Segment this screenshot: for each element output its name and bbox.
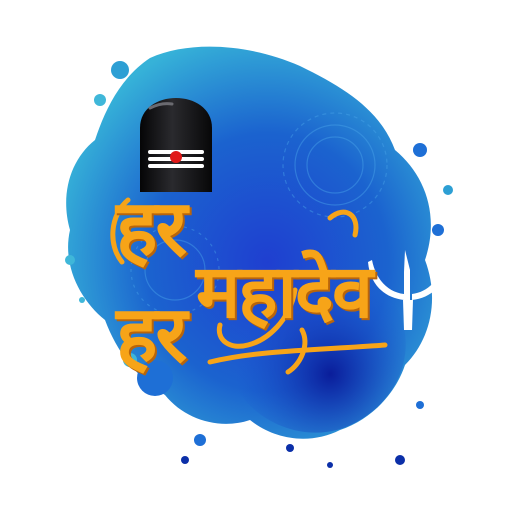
title-line-2: महादेव (196, 249, 372, 335)
title-line-1: हर हर (116, 183, 186, 380)
